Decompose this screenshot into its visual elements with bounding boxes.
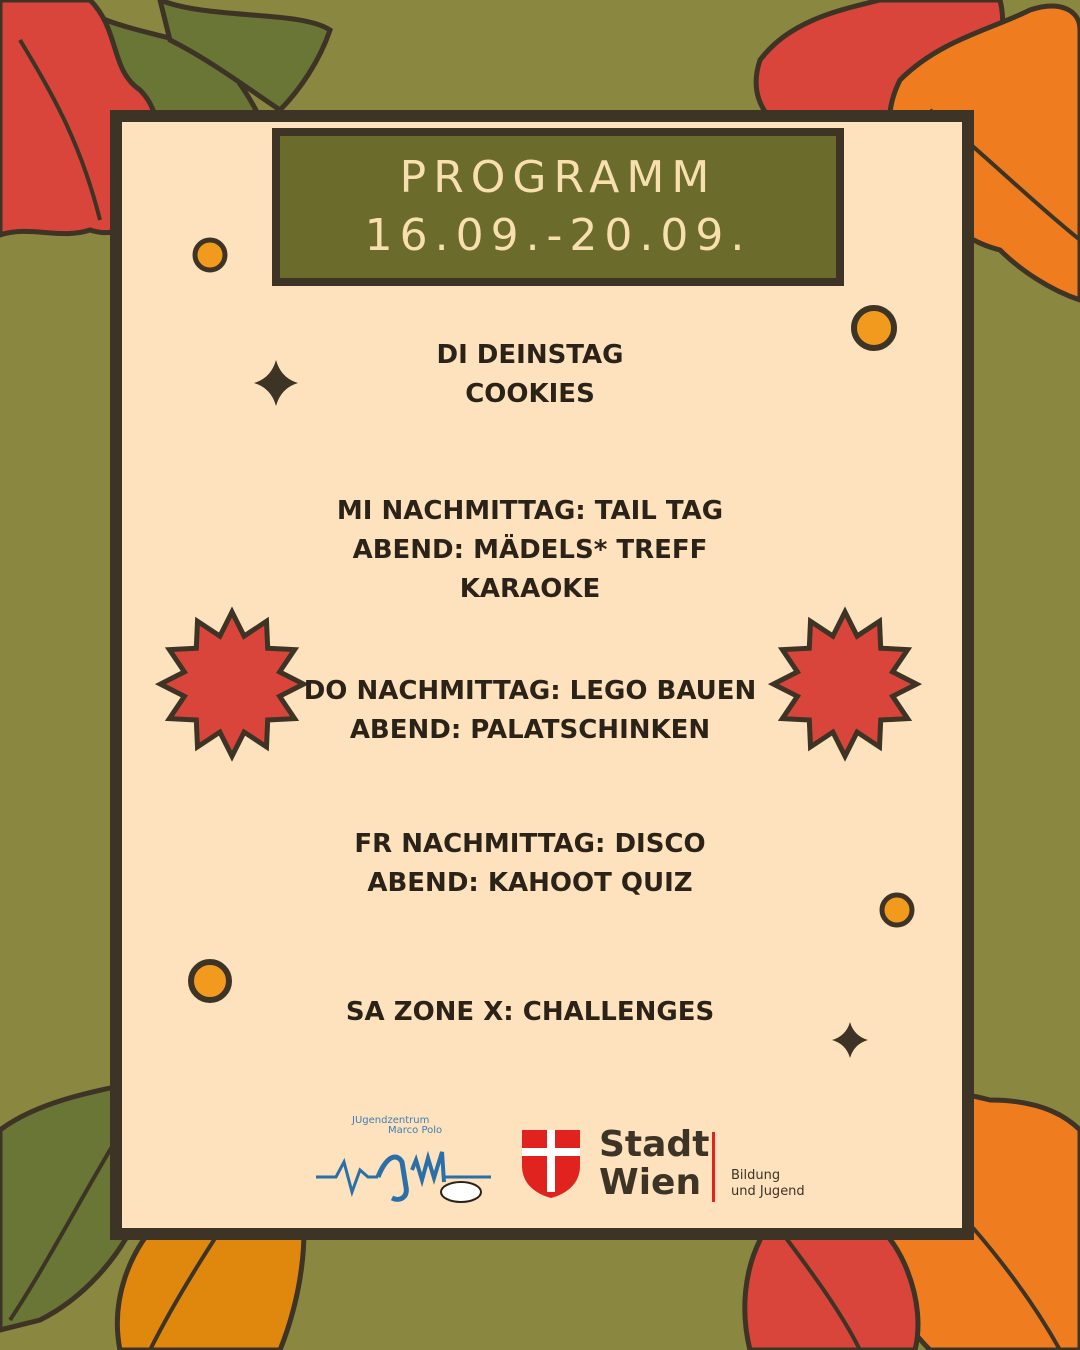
- title-heading: PROGRAMM: [399, 152, 717, 203]
- department-label: [731, 1168, 805, 1200]
- day-thursday: [280, 672, 780, 750]
- dept-line: Bildung: [731, 1168, 781, 1183]
- day-wednesday: [280, 492, 780, 609]
- day-line: ABEND: PALATSCHINKEN: [349, 715, 711, 745]
- stadt-label: Stadt: [599, 1124, 710, 1165]
- title-box: [272, 128, 844, 286]
- wien-crest-icon: [520, 1128, 582, 1200]
- jugendzentrum-logo-icon: [316, 1132, 491, 1210]
- day-line: FR NACHMITTAG: DISCO: [354, 829, 706, 859]
- sponsor-logos: [316, 1110, 836, 1210]
- day-line: KARAOKE: [459, 574, 601, 604]
- title-dates: 16.09.-20.09.: [364, 210, 752, 261]
- day-tuesday: [280, 336, 780, 414]
- day-line: MI NACHMITTAG: TAIL TAG: [336, 496, 724, 526]
- day-line: ABEND: MÄDELS* TREFF: [352, 535, 708, 565]
- day-line: ABEND: KAHOOT QUIZ: [367, 868, 693, 898]
- divider: [712, 1132, 715, 1202]
- day-friday: [280, 825, 780, 903]
- day-line: DI DEINSTAG: [436, 340, 624, 370]
- day-saturday: [280, 993, 780, 1032]
- stadt-wien-name: [599, 1126, 709, 1202]
- day-line: DO NACHMITTAG: LEGO BAUEN: [303, 676, 757, 706]
- day-line: COOKIES: [465, 379, 595, 409]
- jugendzentrum-location: Marco Polo: [388, 1125, 443, 1136]
- jugendzentrum-name: JUgendzentrum: [352, 1115, 430, 1126]
- wien-label: Wien: [599, 1162, 702, 1203]
- day-line: SA ZONE X: CHALLENGES: [345, 997, 715, 1027]
- dept-line: und Jugend: [731, 1184, 805, 1199]
